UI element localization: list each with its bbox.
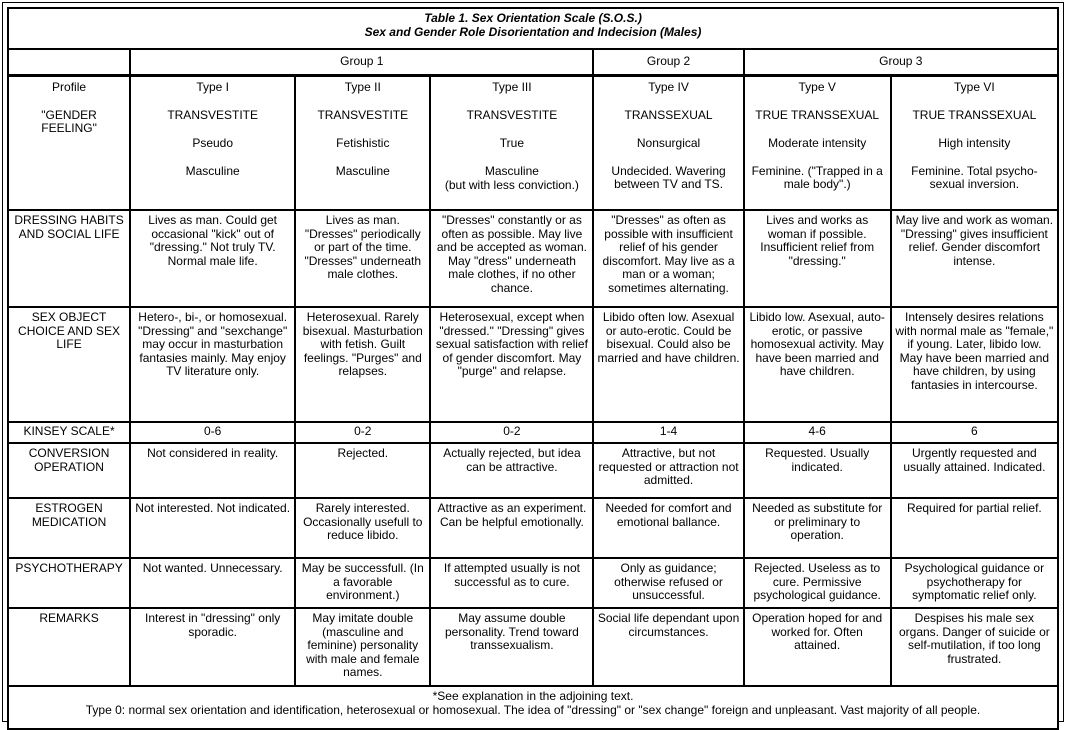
title-row	[8, 8, 1058, 49]
cell-remarks-type2: May imitate double (masculine and feminine) personality with male and female names.	[295, 608, 430, 686]
cell-dressing-type6: May live and work as woman. "Dressing" gives insufficient relief. Gender discomfort intense.	[891, 210, 1058, 307]
row-header-conversion-operation: CONVERSION OPERATION	[8, 443, 130, 498]
cell-remarks-type3: May assume double personality. Trend toward transsexualism.	[430, 608, 593, 686]
profile-category-label: TRANSSEXUAL	[624, 108, 713, 122]
footnote-row	[8, 686, 1058, 729]
group1-header: Group 1	[130, 49, 593, 76]
kinsey-scale-row	[8, 422, 1058, 443]
profile-feeling-note: (but with less conviction.)	[444, 178, 579, 192]
profile-subtype-label: Moderate intensity	[768, 136, 867, 150]
profile-type-label: Type IV	[648, 80, 689, 94]
cell-conversion-type2: Rejected.	[295, 443, 430, 498]
row-header-remarks: REMARKS	[8, 608, 130, 686]
dressing-habits-row	[8, 210, 1058, 307]
cell-sexobject-type6: Intensely desires relations with normal male as "female," if young. Later, libido low. May have been married and have children, by using fantasies in intercourse.	[891, 307, 1058, 422]
cell-remarks-type6: Despises his male sex organs. Danger of suicide or self-mutilation, if too long frustrated.	[891, 608, 1058, 686]
table-title	[8, 8, 1058, 49]
cell-conversion-type1: Not considered in reality.	[130, 443, 295, 498]
cell-estrogen-type2: Rarely interested. Occasionally usefull to reduce libido.	[295, 498, 430, 558]
table-title-line2: Sex and Gender Role Disorientation and Indecision (Males)	[364, 24, 702, 39]
cell-conversion-type4: Attractive, but not requested or attraction not admitted.	[593, 443, 743, 498]
profile-category-label: TRUE TRANSSEXUAL	[755, 108, 880, 122]
profile-type-label: Type V	[798, 80, 836, 94]
cell-profile-type5	[744, 76, 891, 211]
cell-psychotherapy-type2: May be successfull. (In a favorable environment.)	[295, 558, 430, 608]
cell-psychotherapy-type4: Only as guidance; otherwise refused or unsuccessful.	[593, 558, 743, 608]
cell-profile-type2	[295, 76, 430, 211]
cell-dressing-type4: "Dresses" as often as possible with insufficient relief of his gender discomfort. May live as a man or a woman; sometimes alternating.	[593, 210, 743, 307]
profile-type-label: Type III	[492, 80, 532, 94]
cell-conversion-type3: Actually rejected, but idea can be attractive.	[430, 443, 593, 498]
cell-dressing-type3: "Dresses" constantly or as often as possible. May live and be accepted as woman. May "dress" underneath male clothes, if no other chance.	[430, 210, 593, 307]
cell-psychotherapy-type3: If attempted usually is not successful as to cure.	[430, 558, 593, 608]
cell-dressing-type2: Lives as man. "Dresses" periodically or part of the time. "Dresses" underneath male clothes.	[295, 210, 430, 307]
cell-conversion-type5: Requested. Usually indicated.	[744, 443, 891, 498]
cell-estrogen-type4: Needed for comfort and emotional ballance.	[593, 498, 743, 558]
remarks-row	[8, 608, 1058, 686]
profile-header-line2: "GENDER FEELING"	[41, 108, 97, 135]
sex-object-row	[8, 307, 1058, 422]
cell-remarks-type5: Operation hoped for and worked for. Often attained.	[744, 608, 891, 686]
cell-psychotherapy-type1: Not wanted. Unnecessary.	[130, 558, 295, 608]
cell-kinsey-type2: 0-2	[295, 422, 430, 443]
profile-category-label: TRANSVESTITE	[167, 108, 258, 122]
profile-feeling-label: Undecided. Wavering between TV and TS.	[611, 164, 726, 191]
cell-psychotherapy-type6: Psychological guidance or psychotherapy for symptomatic relief only.	[891, 558, 1058, 608]
profile-type-label: Type II	[344, 80, 381, 94]
cell-psychotherapy-type5: Rejected. Useless as to cure. Permissive psychological guidance.	[744, 558, 891, 608]
cell-sexobject-type5: Libido low. Asexual, auto-erotic, or passive homosexual activity. May have been married and have children.	[744, 307, 891, 422]
row-header-psychotherapy: PSYCHOTHERAPY	[8, 558, 130, 608]
profile-feeling-label: Masculine	[484, 164, 539, 178]
profile-category-label: TRANSVESTITE	[317, 108, 409, 122]
cell-estrogen-type1: Not interested. Not indicated.	[130, 498, 295, 558]
cell-estrogen-type6: Required for partial relief.	[891, 498, 1058, 558]
profile-category-label: TRUE TRANSSEXUAL	[912, 108, 1037, 122]
psychotherapy-row	[8, 558, 1058, 608]
cell-profile-type4	[593, 76, 743, 211]
cell-sexobject-type2: Heterosexual. Rarely bisexual. Masturbation with fetish. Guilt feelings. "Purges" and relapses.	[295, 307, 430, 422]
cell-dressing-type5: Lives and works as woman if possible. Insufficient relief from "dressing."	[744, 210, 891, 307]
profile-feeling-label: Masculine	[185, 164, 240, 178]
cell-profile-type1	[130, 76, 295, 211]
profile-header-line1: Profile	[52, 80, 87, 94]
profile-subtype-label: Pseudo	[192, 136, 234, 150]
cell-dressing-type1: Lives as man. Could get occasional "kick" out of "dressing." Not truly TV. Normal male life.	[130, 210, 295, 307]
row-header-sex-object: SEX OBJECT CHOICE AND SEX LIFE	[8, 307, 130, 422]
group-row-empty-cell	[8, 49, 130, 76]
row-header-kinsey-scale: KINSEY SCALE*	[8, 422, 130, 443]
cell-kinsey-type3: 0-2	[430, 422, 593, 443]
cell-remarks-type1: Interest in "dressing" only sporadic.	[130, 608, 295, 686]
cell-sexobject-type3: Heterosexual, except when "dressed." "Dressing" gives sexual satisfaction with relief of gender discomfort. May "purge" and relapse.	[430, 307, 593, 422]
estrogen-medication-row	[8, 498, 1058, 558]
cell-kinsey-type1: 0-6	[130, 422, 295, 443]
row-header-estrogen-medication: ESTROGEN MEDICATION	[8, 498, 130, 558]
cell-profile-type6	[891, 76, 1058, 211]
cell-kinsey-type5: 4-6	[744, 422, 891, 443]
page-frame	[2, 2, 1064, 722]
cell-profile-type3	[430, 76, 593, 211]
profile-feeling-label: Feminine. Total psycho-sexual inversion.	[911, 164, 1038, 191]
profile-subtype-label: Nonsurgical	[636, 136, 701, 150]
footnote-line1: *See explanation in the adjoining text.	[432, 689, 634, 703]
cell-sexobject-type4: Libido often low. Asexual or auto-erotic. Could be bisexual. Could also be married and have children.	[593, 307, 743, 422]
profile-row	[8, 76, 1058, 211]
footnotes	[8, 686, 1058, 729]
profile-type-label: Type I	[196, 80, 229, 94]
footnote-line2: Type 0: normal sex orientation and identification, heterosexual or homosexual. The idea of "dressing" or "sex change" foreign and unpleasant. Vast majority of all people.	[85, 702, 981, 717]
profile-subtype-label: High intensity	[938, 136, 1011, 150]
cell-conversion-type6: Urgently requested and usually attained. Indicated.	[891, 443, 1058, 498]
cell-kinsey-type4: 1-4	[593, 422, 743, 443]
cell-sexobject-type1: Hetero-, bi-, or homosexual. "Dressing" and "sexchange" may occur in masturbation fantasies mainly. May enjoy TV literature only.	[130, 307, 295, 422]
group-header-row	[8, 49, 1058, 76]
table-title-line1: Table 1. Sex Orientation Scale (S.O.S.)	[424, 11, 642, 25]
cell-kinsey-type6: 6	[891, 422, 1058, 443]
sos-table	[7, 7, 1059, 730]
profile-feeling-label: Feminine. ("Trapped in a male body".)	[751, 164, 883, 191]
row-header-profile	[8, 76, 130, 211]
group2-header: Group 2	[593, 49, 743, 76]
profile-category-label: TRANSVESTITE	[466, 108, 558, 122]
profile-subtype-label: Fetishistic	[336, 136, 390, 150]
profile-type-label: Type VI	[954, 80, 995, 94]
conversion-operation-row	[8, 443, 1058, 498]
cell-remarks-type4: Social life dependant upon circumstances.	[593, 608, 743, 686]
cell-estrogen-type5: Needed as substitute for or preliminary to operation.	[744, 498, 891, 558]
profile-subtype-label: True	[499, 136, 525, 150]
cell-estrogen-type3: Attractive as an experiment. Can be helpful emotionally.	[430, 498, 593, 558]
group3-header: Group 3	[744, 49, 1058, 76]
profile-feeling-label: Masculine	[335, 164, 390, 178]
row-header-dressing-habits: DRESSING HABITS AND SOCIAL LIFE	[8, 210, 130, 307]
